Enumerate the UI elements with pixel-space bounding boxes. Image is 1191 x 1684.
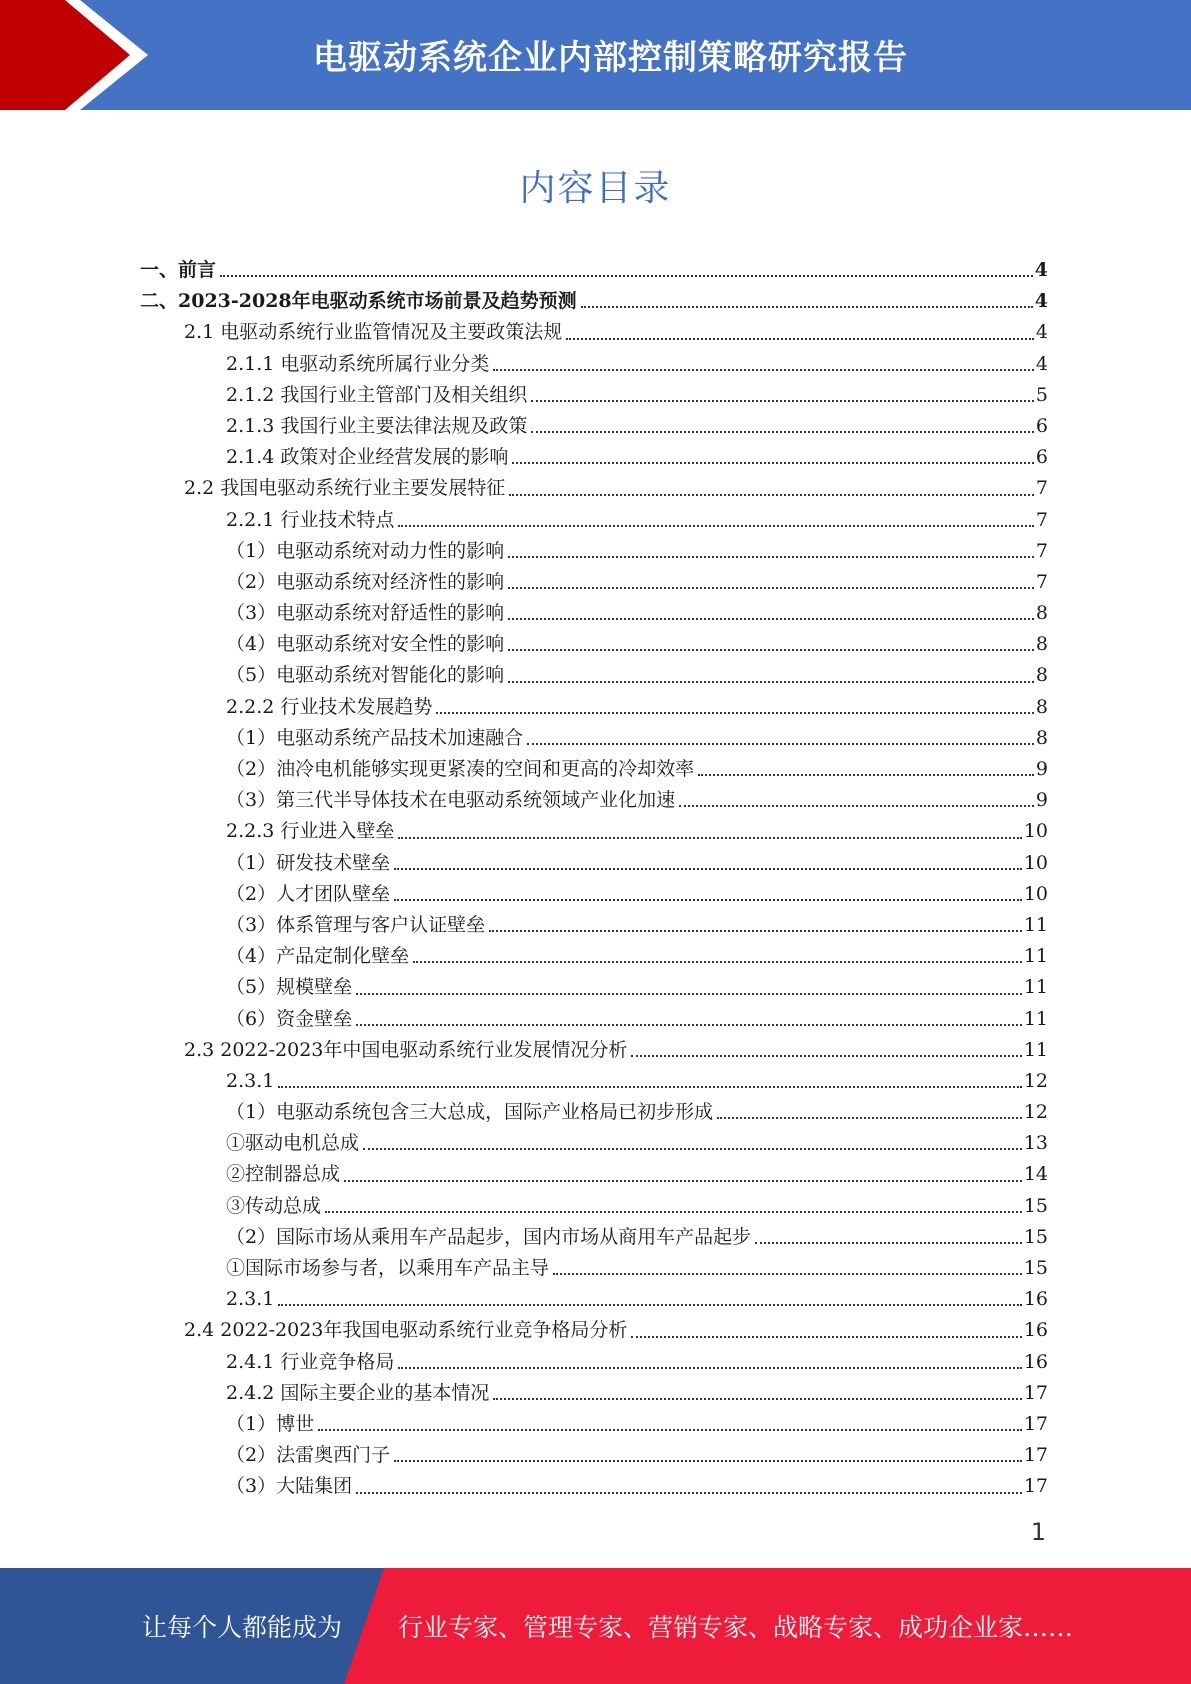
toc-entry[interactable]	[140, 505, 1048, 536]
toc-entry-page: 16	[1023, 1350, 1048, 1373]
toc-entry[interactable]	[140, 785, 1048, 816]
dot-leader	[325, 1210, 1022, 1213]
toc-heading: 内容目录	[519, 168, 672, 209]
toc-entry-page: 11	[1023, 976, 1048, 999]
dot-leader	[531, 399, 1034, 402]
toc-entry-page: 11	[1023, 945, 1048, 968]
toc-entry[interactable]	[140, 255, 1048, 286]
toc-entry-text: （2）法雷奥西门子	[226, 1444, 391, 1467]
toc-entry[interactable]	[140, 723, 1048, 754]
toc-entry[interactable]	[140, 1471, 1048, 1502]
toc-entry-text: ①驱动电机总成	[226, 1132, 360, 1155]
toc-entry[interactable]	[140, 1440, 1048, 1471]
toc-entry-page: 9	[1035, 758, 1048, 780]
dot-leader	[755, 1241, 1022, 1244]
dot-leader	[493, 368, 1034, 371]
toc-entry-text: （5）电驱动系统对智能化的影响	[226, 664, 505, 687]
toc-entry[interactable]	[140, 879, 1048, 910]
toc-entry-page: 8	[1035, 695, 1048, 718]
toc-entry-text: 2.2.1 行业技术特点	[226, 508, 395, 531]
toc-entry-page: 6	[1035, 446, 1048, 469]
report-title: 电驱动系统企业内部控制策略研究报告	[313, 37, 908, 78]
toc-entry-text: 2.4.2 国际主要企业的基本情况	[226, 1381, 490, 1404]
toc-entry[interactable]	[140, 1347, 1048, 1378]
dot-leader	[493, 1397, 1021, 1400]
toc-entry-page: 8	[1035, 726, 1048, 749]
toc-entry[interactable]	[140, 1284, 1048, 1315]
toc-entry-text: ①国际市场参与者，以乘用车产品主导	[226, 1257, 550, 1279]
toc-entry[interactable]	[140, 910, 1048, 941]
dot-leader	[631, 1335, 1021, 1338]
footer-slogan-left: 让每个人都能成为	[142, 1613, 343, 1642]
toc-entry-text: （2）油冷电机能够实现更紧凑的空间和更高的冷却效率	[226, 758, 695, 780]
dot-leader	[698, 773, 1034, 776]
toc-entry-text: 一、前言	[140, 259, 217, 281]
toc-entry[interactable]	[140, 848, 1048, 879]
toc-entry-text: 2.1 电驱动系统行业监管情况及主要政策法规	[184, 321, 563, 344]
toc-entry-text: 2.4 2022-2023年我国电驱动系统行业竞争格局分析	[184, 1319, 628, 1342]
toc-entry-page: 17	[1023, 1412, 1048, 1435]
toc-entry-page: 15	[1023, 1225, 1048, 1248]
toc-entry-text: （5）规模壁垒	[226, 976, 353, 999]
toc-entry-page: 10	[1023, 882, 1048, 905]
dot-leader	[508, 648, 1034, 651]
dot-leader	[508, 586, 1034, 589]
dot-leader	[278, 1303, 1021, 1306]
toc-entry-page: 9	[1035, 789, 1048, 812]
toc-entry-page: 8	[1035, 633, 1048, 656]
toc-entry-page: 7	[1035, 539, 1048, 562]
toc-entry[interactable]	[140, 1097, 1048, 1128]
toc-entry-page: 11	[1023, 1007, 1048, 1030]
toc-entry-page: 12	[1023, 1069, 1048, 1092]
dot-leader	[344, 1179, 1022, 1182]
table-of-contents	[140, 255, 1048, 1503]
dot-leader	[527, 742, 1034, 745]
red-chevron-decoration	[0, 0, 150, 110]
dot-leader	[363, 1147, 1022, 1150]
toc-entry-page: 13	[1023, 1132, 1048, 1155]
toc-entry-text: （3）第三代半导体技术在电驱动系统领域产业化加速	[226, 789, 676, 812]
toc-entry-page: 4	[1035, 352, 1048, 375]
toc-entry[interactable]	[140, 349, 1048, 380]
footer-banner	[0, 1568, 1191, 1684]
toc-entry[interactable]	[140, 380, 1048, 411]
dot-leader	[398, 1366, 1021, 1369]
toc-entry-page: 17	[1023, 1444, 1048, 1467]
toc-entry-page: 12	[1023, 1101, 1048, 1124]
toc-entry-text: （2）国际市场从乘用车产品起步，国内市场从商用车产品起步	[226, 1225, 752, 1248]
dot-leader	[631, 1054, 1021, 1057]
dot-leader	[512, 461, 1034, 464]
toc-entry-text: 2.2 我国电驱动系统行业主要发展特征	[184, 477, 506, 500]
toc-entry[interactable]	[140, 1222, 1048, 1253]
toc-entry[interactable]	[140, 692, 1048, 723]
toc-entry-page: 15	[1023, 1257, 1048, 1279]
dot-leader	[356, 1491, 1022, 1494]
toc-entry-page: 6	[1035, 414, 1048, 437]
dot-leader	[508, 680, 1034, 683]
toc-entry-text: 2.2.2 行业技术发展趋势	[226, 695, 433, 718]
dot-leader	[394, 898, 1022, 901]
dot-leader	[553, 1272, 1022, 1275]
toc-entry-page: 4	[1034, 290, 1048, 313]
dot-leader	[531, 430, 1034, 433]
toc-entry[interactable]	[140, 1409, 1048, 1440]
toc-entry[interactable]	[140, 1128, 1048, 1159]
toc-entry-text: 二、2023-2028年电驱动系统市场前景及趋势预测	[140, 290, 577, 313]
toc-entry-page: 14	[1023, 1163, 1048, 1186]
toc-entry-page: 10	[1023, 851, 1048, 874]
dot-leader	[398, 836, 1021, 839]
dot-leader	[717, 1116, 1022, 1119]
toc-entry[interactable]	[140, 1191, 1048, 1222]
toc-entry-text: （1）电驱动系统产品技术加速融合	[226, 726, 524, 749]
page-number: 1	[1030, 1518, 1046, 1546]
toc-entry-text: 2.1.4 政策对企业经营发展的影响	[226, 446, 509, 469]
toc-entry-text: （4）电驱动系统对安全性的影响	[226, 633, 505, 656]
toc-entry-text: （4）产品定制化壁垒	[226, 945, 410, 968]
dot-leader	[509, 493, 1034, 496]
toc-entry[interactable]	[140, 442, 1048, 473]
dot-leader	[508, 617, 1034, 620]
toc-entry-text: ②控制器总成	[226, 1163, 341, 1186]
toc-entry-page: 16	[1023, 1319, 1048, 1342]
toc-entry-page: 8	[1035, 664, 1048, 687]
toc-entry[interactable]	[140, 660, 1048, 691]
toc-entry[interactable]	[140, 1315, 1048, 1346]
toc-entry-page: 4	[1035, 321, 1048, 344]
toc-entry-text: 2.3 2022-2023年中国电驱动系统行业发展情况分析	[184, 1038, 628, 1061]
toc-entry[interactable]	[140, 629, 1048, 660]
dot-leader	[489, 929, 1022, 932]
toc-entry-page: 4	[1034, 259, 1048, 281]
toc-entry[interactable]	[140, 754, 1048, 785]
toc-entry[interactable]	[140, 1066, 1048, 1097]
toc-entry-text: （2）人才团队壁垒	[226, 882, 391, 905]
dot-leader	[356, 1023, 1022, 1026]
toc-entry-text: 2.1.1 电驱动系统所属行业分类	[226, 352, 490, 375]
toc-entry[interactable]	[140, 1378, 1048, 1409]
toc-entry-page: 17	[1023, 1381, 1048, 1404]
dot-leader	[679, 804, 1034, 807]
dot-leader	[581, 305, 1033, 308]
toc-entry[interactable]	[140, 411, 1048, 442]
dot-leader	[436, 711, 1034, 714]
toc-entry-text: （3）体系管理与客户认证壁垒	[226, 913, 486, 936]
toc-entry-page: 7	[1035, 570, 1048, 593]
toc-entry[interactable]	[140, 598, 1048, 629]
toc-entry-text: 2.4.1 行业竞争格局	[226, 1350, 395, 1373]
header-banner	[0, 0, 1191, 110]
toc-entry[interactable]	[140, 1253, 1048, 1284]
toc-entry[interactable]	[140, 816, 1048, 847]
toc-entry-text: （1）研发技术壁垒	[226, 851, 391, 874]
toc-entry-text: 2.3.1	[226, 1288, 275, 1311]
toc-entry-text: （1）电驱动系统包含三大总成，国际产业格局已初步形成	[226, 1101, 714, 1124]
toc-entry-text: （2）电驱动系统对经济性的影响	[226, 570, 505, 593]
dot-leader	[220, 274, 1033, 277]
toc-entry-text: （1）电驱动系统对动力性的影响	[226, 539, 505, 562]
toc-entry[interactable]	[140, 536, 1048, 567]
toc-entry-text: （6）资金壁垒	[226, 1007, 353, 1030]
toc-entry-text: 2.1.2 我国行业主管部门及相关组织	[226, 383, 528, 406]
toc-entry[interactable]	[140, 1159, 1048, 1190]
dot-leader	[566, 337, 1034, 340]
dot-leader	[278, 1085, 1021, 1088]
toc-entry[interactable]	[140, 941, 1048, 972]
toc-entry[interactable]	[140, 317, 1048, 348]
dot-leader	[394, 867, 1022, 870]
toc-entry-page: 11	[1023, 1038, 1048, 1061]
toc-entry-page: 17	[1023, 1475, 1048, 1498]
dot-leader	[508, 555, 1034, 558]
toc-entry-page: 7	[1035, 508, 1048, 531]
toc-entry-page: 8	[1035, 602, 1048, 625]
dot-leader	[398, 524, 1034, 527]
toc-entry-page: 10	[1023, 820, 1048, 843]
toc-entry-text: （1）博世	[226, 1412, 315, 1435]
toc-entry-page: 7	[1035, 477, 1048, 500]
toc-entry[interactable]	[140, 567, 1048, 598]
dot-leader	[356, 992, 1022, 995]
toc-entry-page: 11	[1023, 913, 1048, 936]
toc-entry[interactable]	[140, 972, 1048, 1003]
toc-entry[interactable]	[140, 473, 1048, 504]
toc-entry[interactable]	[140, 1035, 1048, 1066]
toc-entry-text: （3）大陆集团	[226, 1475, 353, 1498]
toc-entry-text: 2.2.3 行业进入壁垒	[226, 820, 395, 843]
dot-leader	[394, 1459, 1022, 1462]
toc-entry-page: 15	[1023, 1194, 1048, 1217]
toc-entry-text: ③传动总成	[226, 1194, 322, 1217]
dot-leader	[413, 960, 1022, 963]
toc-entry-page: 16	[1023, 1288, 1048, 1311]
dot-leader	[318, 1428, 1022, 1431]
toc-entry-text: （3）电驱动系统对舒适性的影响	[226, 602, 505, 625]
toc-entry-text: 2.1.3 我国行业主要法律法规及政策	[226, 414, 528, 437]
toc-entry[interactable]	[140, 1004, 1048, 1035]
toc-entry[interactable]	[140, 286, 1048, 317]
footer-slogan-right: 行业专家、管理专家、营销专家、战略专家、成功企业家……	[398, 1613, 1074, 1642]
toc-entry-text: 2.3.1	[226, 1069, 275, 1092]
toc-entry-page: 5	[1035, 383, 1048, 406]
